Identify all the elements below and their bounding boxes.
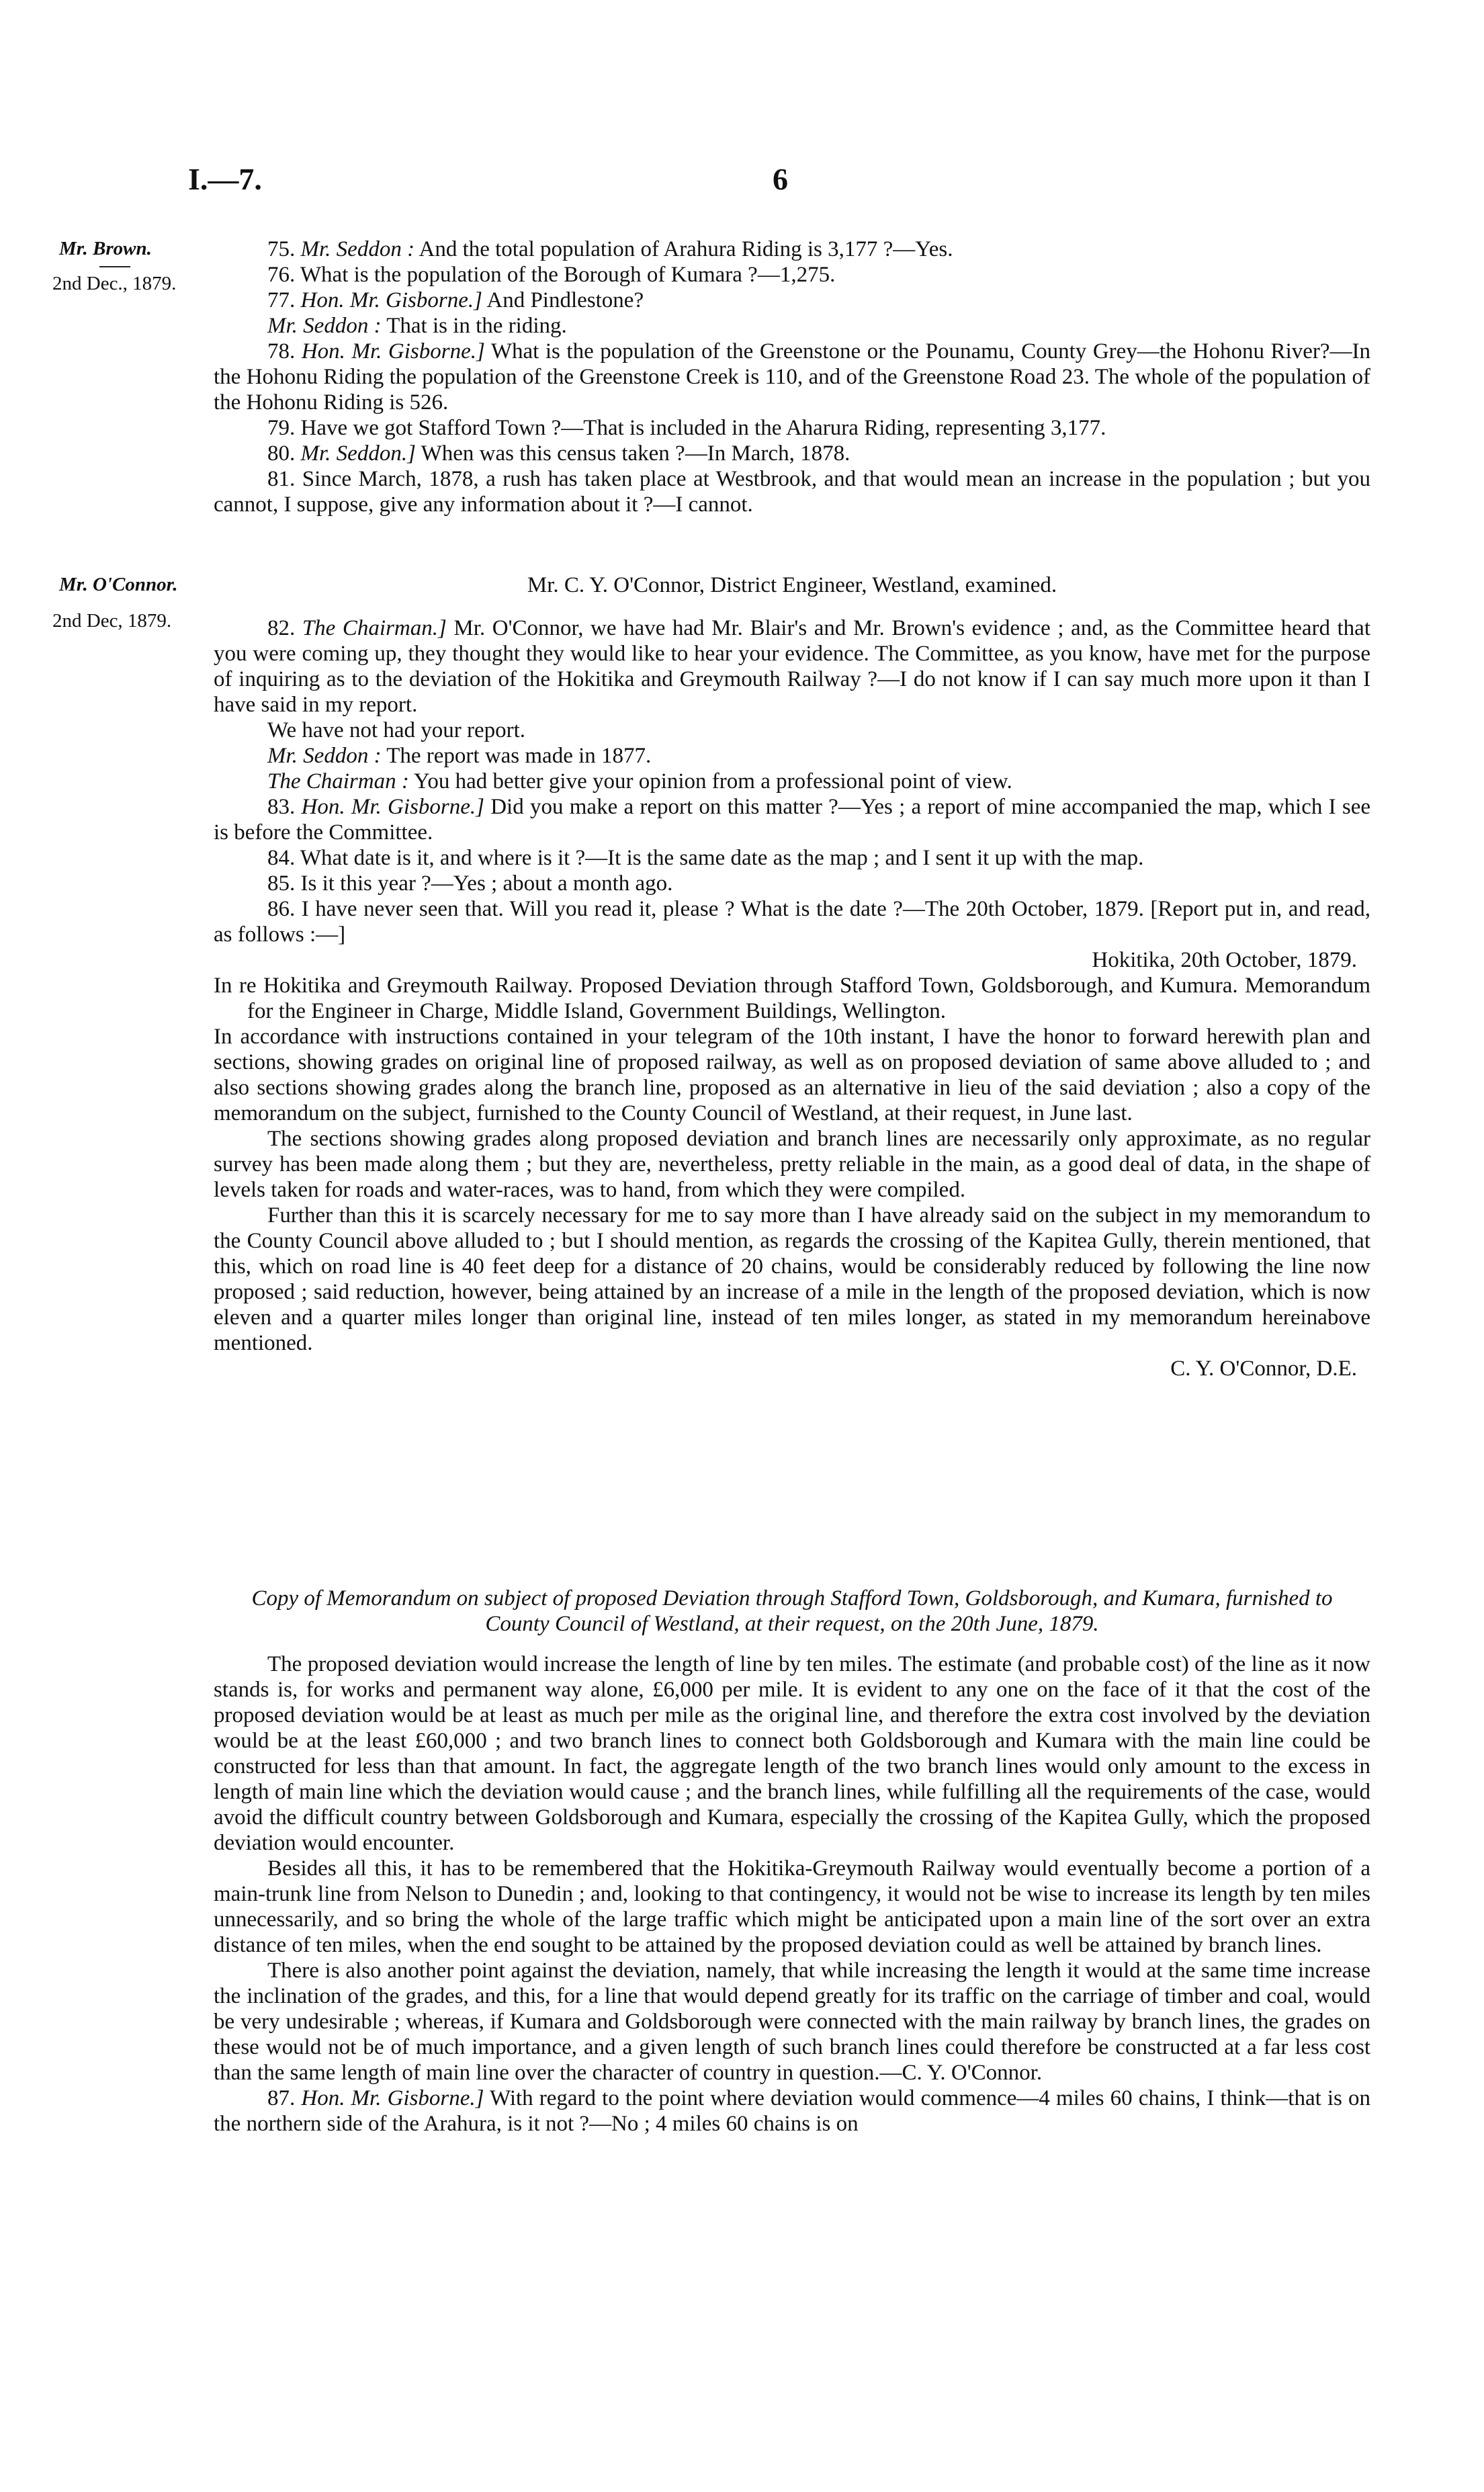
question-paragraph: 86. I have never seen that. Will you read it, please ? What is the date ?—The 20th October, 1879. [Report put in, and read, as follows :—] — [214, 897, 1370, 947]
question-paragraph: 75. Mr. Seddon : And the total population of Arahura Riding is 3,177 ?—Yes. — [267, 237, 953, 261]
question-paragraph: 81. Since March, 1878, a rush has taken place at Westbrook, and that would mean an increase in the population ; but you cannot, I suppose, give any information about it ?—I cannot. — [214, 467, 1371, 517]
questions-75-81 — [214, 237, 1370, 517]
margin-witness-name: Mr. O'Connor. — [59, 574, 178, 595]
margin-date: 2nd Dec., 1879. — [52, 273, 177, 294]
memo-paragraph: The proposed deviation would increase the length of line by ten miles. The estimate (and probable cost) of the line as it now stands is, for works and permanent way alone, £6,000 per mile. It is evident to any one on the face of it that the cost of the proposed deviation would be at least as much per mile as the original line, and therefore the extra cost involved by the deviation would be at the least £60,000 ; and two branch lines to connect both Goldsborough and Kumara with the main line could be constructed for less than that amount. In fact, the aggregate length of the two branch lines would only amount to the excess in length of main line which the deviation would cause ; and the branch lines, while fulfilling all the requirements of the case, would avoid the difficult country between Goldsborough and Kumara, especially the crossing of the Kapitea Gully, which the proposed deviation would encounter. — [214, 1652, 1370, 1855]
question-paragraph: We have not had your report. — [267, 718, 526, 742]
question-paragraph: Mr. Seddon : That is in the riding. — [267, 314, 567, 338]
margin-rule — [99, 266, 130, 267]
memo-heading: Copy of Memorandum on subject of proposed Deviation through Stafford Town, Goldsborough, and Kumara, furnished to County Council of Westland, at their request, on the 20th June, 1879. — [251, 1586, 1333, 1636]
margin-note-oconnor — [52, 572, 220, 633]
question-paragraph: 85. Is it this year ?—Yes ; about a month ago. — [267, 871, 673, 896]
question-paragraph: Mr. Seddon : The report was made in 1877. — [267, 744, 652, 768]
question-paragraph: 80. Mr. Seddon.] When was this census taken ?—In March, 1878. — [267, 441, 850, 466]
question-paragraph: The Chairman : You had better give your opinion from a professional point of view. — [267, 769, 1012, 793]
page-header — [188, 161, 1384, 202]
question-paragraph: 82. The Chairman.] Mr. O'Connor, we have had Mr. Blair's and Mr. Brown's evidence ; and, as the Committee heard that you were coming up, they thought they would like to hear your evidence. The Committee, as you know, have met for the purpose of inquiring as to the deviation of the Hokitika and Greymouth Railway ?—I do not know if I can say much more upon it than I have said in my report. — [214, 616, 1370, 717]
memorandum — [214, 1586, 1370, 2137]
memo-paragraph: There is also another point against the deviation, namely, that while increasing the length it would at the same time increase the inclination of the grades, and this, for a line that would depend greatly for its traffic on the carriage of timber and coal, would be very undesirable ; whereas, if Kumara and Goldsborough were connected with the main railway by branch lines, the grades on these would not be of much importance, and a given length of such branch lines could therefore be constructed at a far less cost than the same length of main line over the character of country in question.—C. Y. O'Connor. — [214, 1959, 1370, 2085]
report-paragraph: Further than this it is scarcely necessary for me to say more than I have already said on the subject in my memorandum to the County Council above alluded to ; but I should mention, as regards the crossing of the Kapitea Gully, therein mentioned, that this, which on road line is 40 feet deep for a distance of 20 chains, would be considerably reduced by following the line now proposed ; said reduction, however, being attained by an increase of a mile in the length of the proposed deviation, which is now eleven and a quarter miles longer than original line, instead of ten miles longer, as stated in my memorandum hereinabove mentioned. — [214, 1203, 1370, 1355]
question-paragraph: 84. What date is it, and where is it ?—It is the same date as the map ; and I sent it up with the map. — [267, 846, 1144, 870]
question-paragraph: 78. Hon. Mr. Gisborne.] What is the population of the Greenstone or the Pounamu, County Grey—the Hohonu River?—In the Hohonu Riding the population of the Greenstone Creek is 110, and of the Greenstone Road 23. The whole of the population of the Hohonu Riding is 526. — [214, 339, 1371, 415]
page-number: 6 — [773, 162, 788, 196]
page-reference: I.—7. — [188, 162, 262, 196]
report-dateline: Hokitika, 20th October, 1879. — [1092, 948, 1357, 972]
question-paragraph: 83. Hon. Mr. Gisborne.] Did you make a report on this matter ?—Yes ; a report of mine accompanied the map, which I see is before the Committee. — [214, 795, 1371, 845]
questions-82-86 — [214, 615, 1370, 1381]
memo-paragraph: Besides all this, it has to be remembered that the Hokitika-Greymouth Railway would eventually become a portion of a main-trunk line from Nelson to Dunedin ; and, looking to that contingency, it would not be wise to increase its length by ten miles unnecessarily, and so bring the whole of the large traffic which might be anticipated upon a main line of the sort over an extra distance of ten miles, when the end sought to be attained by the proposed deviation could as well be attained by branch lines. — [214, 1856, 1370, 1957]
question-paragraph: 76. What is the population of the Borough of Kumara ?—1,275. — [267, 263, 836, 287]
margin-date: 2nd Dec, 1879. — [52, 610, 172, 632]
report-paragraph: In accordance with instructions contained in your telegram of the 10th instant, I have the honor to forward herewith plan and sections, showing grades on original line of proposed railway, as well as on proposed deviation of same above alluded to ; and also sections showing grades along the branch line, proposed as an alternative in lieu of the said deviation ; also a copy of the memorandum on the subject, furnished to the County Council of Westland, at their request, in June last. — [214, 1025, 1370, 1125]
witness-heading: Mr. C. Y. O'Connor, District Engineer, Westland, examined. — [527, 573, 1057, 597]
report-signature: C. Y. O'Connor, D.E. — [1170, 1357, 1357, 1381]
question-paragraph: 87. Hon. Mr. Gisborne.] With regard to the point where deviation would commence—4 miles 60 chains, I think—that is on the northern side of the Arahura, is it not ?—No ; 4 miles 60 chains is on — [214, 2086, 1371, 2136]
question-paragraph: 79. Have we got Stafford Town ?—That is included in the Aharura Riding, representing 3,177. — [267, 416, 1106, 440]
margin-witness-name: Mr. Brown. — [59, 238, 152, 259]
question-paragraph: 77. Hon. Mr. Gisborne.] And Pindlestone? — [267, 288, 644, 312]
margin-note-brown — [52, 237, 220, 296]
report-subject: In re Hokitika and Greymouth Railway. Proposed Deviation through Stafford Town, Goldsborough, and Kumura. Memorandum for the Engineer in Charge, Middle Island, Government Buildings, Wellington. — [214, 974, 1370, 1023]
report-paragraph: The sections showing grades along proposed deviation and branch lines are necessarily only approximate, as no regular survey has been made along them ; but they are, nevertheless, pretty reliable in the main, as a good deal of data, in the shape of levels taken for roads and water-races, was to hand, from which they were compiled. — [214, 1127, 1370, 1202]
